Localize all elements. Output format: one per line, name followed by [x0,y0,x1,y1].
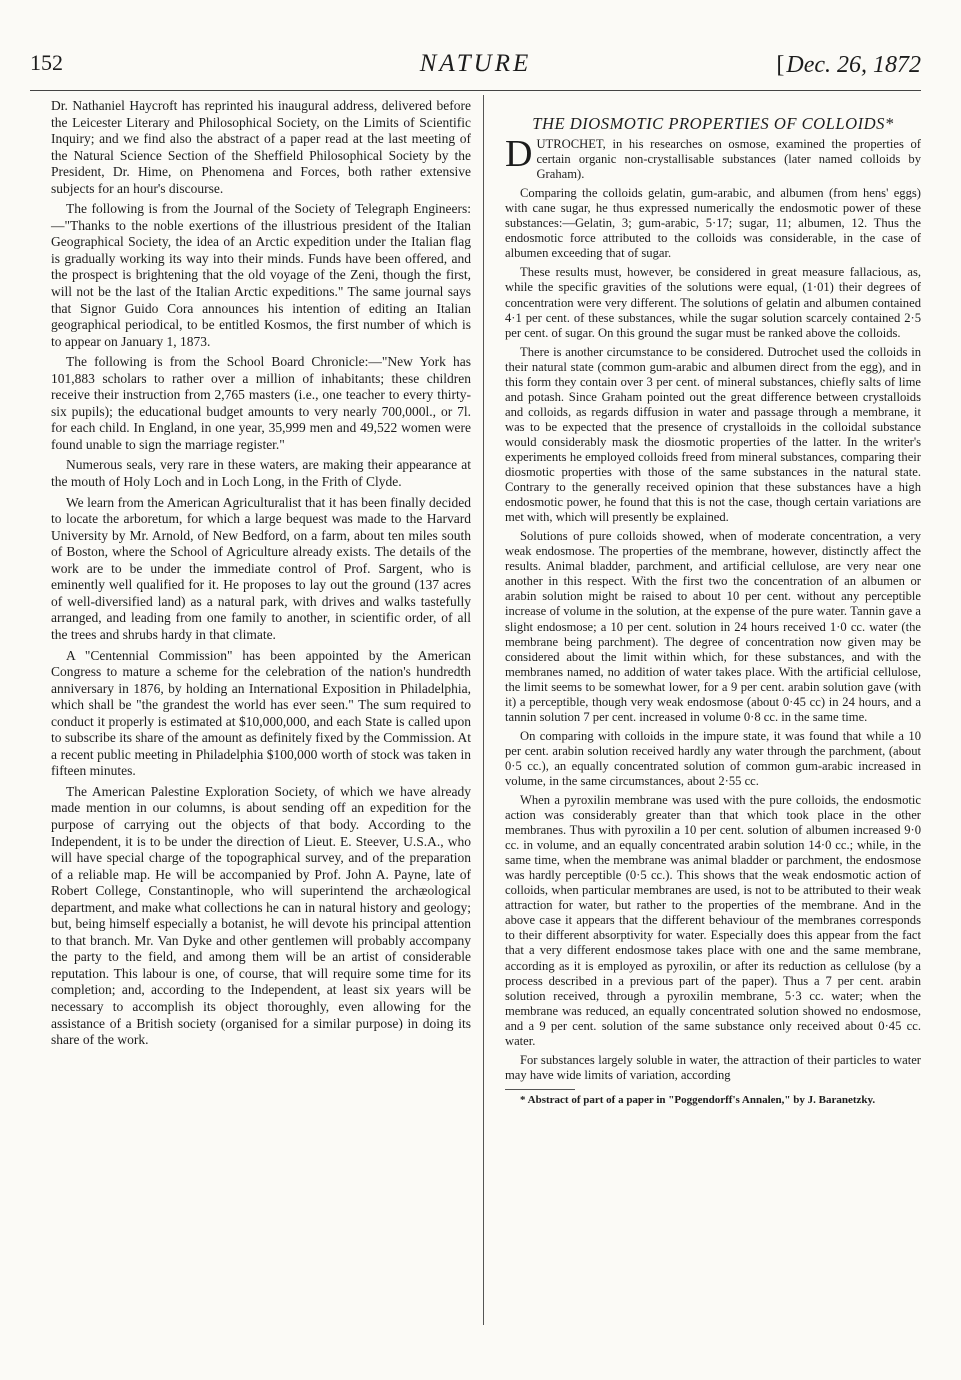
page-number: 152 [30,50,63,75]
news-paragraph: The following is from the Journal of the Society of Telegraph Engineers:—"Thanks to the noble exertions of the illustrious president of the Italian Geographical Society, the idea of an Arctic expedition under the Italian flag is gradually working its way into their minds. Funds have been offered, and the prospect is brightening that the old voyage of the Zeni, though the first, will not be the last of the Italian Arctic expeditions." The same journal says that Signor Guido Cora announces his intention of editing an Italian geographical periodical, to be entitled Kosmos, the first number of which is to appear on January 1, 1873. [51,201,471,349]
article-paragraph: For substances largely soluble in water, the attraction of their particles to water may have wide limits of variation, according [505,1052,921,1082]
news-paragraph: The following is from the School Board Chronicle:—"New York has 101,883 scholars to rather over a million of inhabitants; these children receive their instruction from 2,765 masters (i.e., one teacher to every thirty-six pupils); the educational budget amounts to very nearly 700,000l., or 7l. for each child. In England, in one year, 35,999 men and 49,522 women were found unable to sign the marriage register." [51,354,471,452]
article-title: THE DIOSMOTIC PROPERTIES OF COLLOIDS* [532,114,894,133]
right-column [505,98,921,1111]
lead-text: UTROCHET, in his researches on osmose, examined the properties of certain organic non-crystallisable substances (later named colloids by Graham). [536,137,921,182]
page-header [30,50,921,90]
footnote: * Abstract of part of a paper in "Poggendorff's Annalen," by J. Baranetzky. [520,1093,876,1106]
drop-cap: D [505,133,533,176]
news-paragraph: We learn from the American Agriculturalist that it has been finally decided to locate the arboretum, for which a large bequest was made to the Harvard University by Mr. Arnold, of New Bedford, on a farm, about ten miles south of Boston, where the School of Agriculture already exists. The details of the work are to be under the immediate control of Prof. Sargent, who is eminently well qualified for it. He proposes to lay out the ground (137 acres of well-diversified land) as a natural park, with drives and walks tastefully arranged, and leading from one family to another, in scientific order, of all the trees and shrubs hardy in that climate. [51,494,471,642]
news-paragraph: A "Centennial Commission" has been appointed by the American Congress to mature a scheme for the celebration of the nation's hundredth anniversary in 1876, by holding an International Exposition in Philadelphia, which shall be "the grandest the world has ever seen." The sum required to conduct it properly is estimated at $10,000,000, and each State is called upon to subscribe its share of the amount as definitely fixed by the Commission. At a recent public meeting in Philadelphia $100,000 worth of stock was taken in fifteen minutes. [51,647,471,779]
left-column [51,98,471,1053]
article-paragraph: These results must, however, be considered in great measure fallacious, as, while the specific gravities of the solutions were equal, (1·01) their degrees of concentration were very different. The solutions of gelatin and albumen contained 4·1 per cent. of these substances, while the sugar solution scarcely contained 2·5 per cent. of sugar. On this ground the sugar must be ranked above the colloids. [505,265,921,340]
article-paragraph: Solutions of pure colloids showed, when of moderate concentration, a very weak endosmose. The properties of the membrane, however, distinctly affect the results. Animal bladder, parchment, and artificial cellulose, are very near one another in this respect. With the first two the concentration of an albumen or arabin solution might be raised to about 10 per cent. without any perceptible increase of volume in the solution, at the expense of the pure water. Tannin gave a slight endosmose; a 10 per cent. solution in 24 hours received 1·0 cc. water (the membrane being parchment). The degree of concentration now given may be considered about the limit within which, for these substances, and with the membranes named, no addition of water takes place. With the artificial cellulose, the limit seems to be somewhat lower, for a 9 per cent. arabin solution gave (with it) a perceptible, though very weak endosmose (about 0·45 cc) in 24 hours, and a tannin solution 7 per cent. increased in volume 0·8 cc. in the same time. [505,529,921,724]
article-lead-paragraph [505,133,921,182]
issue-date: [ Dec. 26, 1872 [776,52,921,79]
article-paragraph: There is another circumstance to be considered. Dutrochet used the colloids in their natural state (common gum-arabic and albumen direct from the egg), and in this form they contain over 3 per cent. of mineral substances, chiefly salts of lime and potash. Since Graham pointed out the great difference between crystalloids and colloids, as regards diffusion in water and passage through a membrane, it was to be expected that the presence of crystalloids in the colloidal substance would considerably mask the diosmotic properties of the latter. In the writer's experiments he employed colloids freed from mineral substances, comparing their diosmotic properties with those of the same substances in the natural state. Contrary to the generally received opinion that these substances have a high endosmotic power, he found that this is not the case, though certain variations are met with, which will presently be explained. [505,344,921,525]
article-paragraph: When a pyroxilin membrane was used with the pure colloids, the endosmotic action was considerably greater than that which took place in the other membranes. Thus with pyroxilin a 10 per cent. solution of albumen increased 9·0 cc. in volume, and an equally concentrated arabin solution 14·0 cc.; while, in the same time, when the membrane was animal bladder or parchment, the endosmose was hardly perceptible (0·5 cc.). This shows that the weak endosmotic action of colloids, when particular membranes are used, is not to be attributed to their weak attraction for water, but rather to the properties of the membrane. And in the above case it appears that the different behaviour of the membranes corresponds to their different absorptivity for water. Especially does this appear from the fact that a very different endosmose takes place with one and the same membrane, according as it is employed as pyroxilin, or after its reduction as cellulose (by a process described in a previous part of the paper). Thus a 7 per cent. arabin solution received, through a pyroxilin membrane, 5·3 cc. water; when the membrane was reduced, an equally concentrated solution showed no endosmose, and a 9 per cent. solution of the same substance only received about 0·45 cc. water. [505,793,921,1048]
news-paragraph: Dr. Nathaniel Haycroft has reprinted his inaugural address, delivered before the Leicester Literary and Philosophical Society, on the Limits of Scientific Inquiry; and we find also the abstract of a paper read at the last meeting of the Natural Science Section of the Sheffield Philosophical Society by the President, Dr. Hime, on Phenomena and Forces, both rather extensive subjects for an hour's discourse. [51,98,471,196]
article-paragraph: On comparing with colloids in the impure state, it was found that while a 10 per cent. arabin solution received hardly any water through the parchment, (about 0·5 cc.), an equally concentrated solution of common gum-arabic increased in volume, in the same circumstances, about 2·55 cc. [505,728,921,788]
news-paragraph: The American Palestine Exploration Society, of which we have already made mention in our columns, is about sending off an expedition for the purpose of carrying out the objects of that body. According to the Independent, it is to be under the direction of Lieut. E. Steever, U.S.A., who will have special charge of the topographical survey, and of the preparation of a reliable map. He will be accompanied by Prof. John A. Payne, late of Robert College, Constantinople, who will superintend the archæological department, and make what collections he can in natural history and geology; but, being himself especially a botanist, he will devote his principal attention to that branch. Mr. Van Dyke and other gentlemen will probably accompany the party to the field, and among them will be an artist of considerable reputation. This labour is one, of course, that will require some time for its completion; and, according to the Independent, at least six years will be necessary to accomplish its object thoroughly, even allowing for the assistance of a British society (organised for a similar purpose) in doing its share of the work. [51,783,471,1048]
header-rule [30,90,921,91]
footnote-rule [505,1089,575,1090]
news-paragraph: Numerous seals, very rare in these waters, are making their appearance at the mouth of Holy Loch and in Loch Long, in the Frith of Clyde. [51,457,471,490]
column-divider [483,95,484,1325]
article-paragraph: Comparing the colloids gelatin, gum-arabic, and albumen (from hens' eggs) with cane sugar, he thus expressed numerically the endosmotic power of these substances:—Gelatin, 3; gum-arabic, 5·17; sugar, 11; albumen, 12. Thus the endosmotic force attributed to the colloids was considerable, in the case of albumen exceeding that of sugar. [505,186,921,261]
masthead: NATURE [419,50,532,77]
